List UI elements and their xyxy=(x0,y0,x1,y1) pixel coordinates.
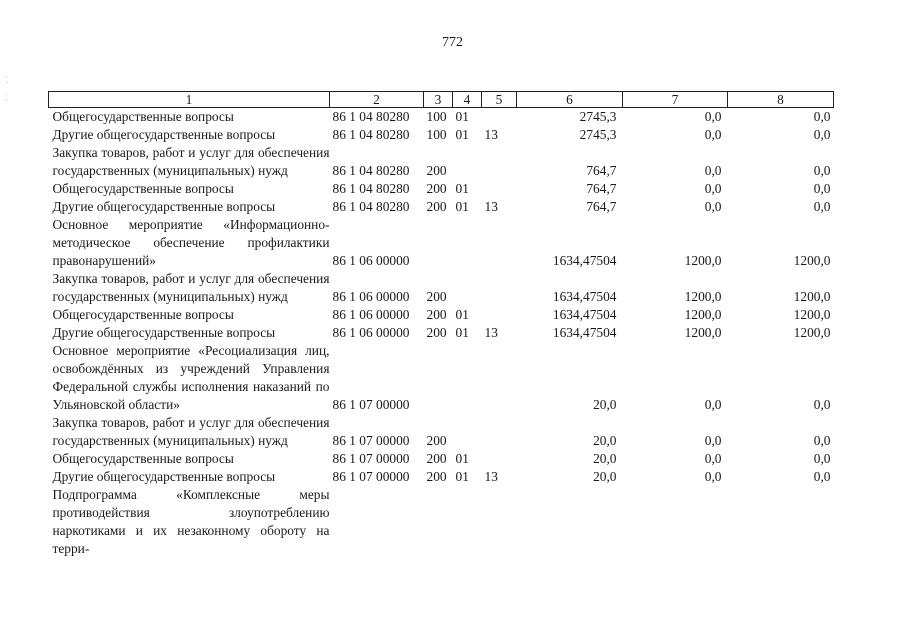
budget-table xyxy=(48,91,834,558)
item-amount-7: 0,0 xyxy=(704,127,722,142)
item-code: 86 1 04 80280 xyxy=(332,163,410,178)
item-amount-6: 20,0 xyxy=(593,433,617,448)
item-amount-6: 20,0 xyxy=(593,469,617,484)
table-row xyxy=(49,144,834,180)
item-subsection xyxy=(482,216,517,270)
item-expense-type: 200 xyxy=(426,289,447,304)
item-section: 01 xyxy=(455,127,469,142)
item-amount-6: 1634,47504 xyxy=(552,307,617,322)
item-amount-8: 0,0 xyxy=(813,433,831,448)
item-name: Общегосударственные вопросы xyxy=(52,451,234,466)
item-name: Общегосударственные вопросы xyxy=(52,181,234,196)
item-amount-6: 764,7 xyxy=(586,181,617,196)
item-amount-7: 0,0 xyxy=(704,181,722,196)
item-amount-7: 1200,0 xyxy=(684,325,722,340)
item-code: 86 1 07 00000 xyxy=(332,397,410,412)
item-expense-type: 100 xyxy=(426,109,447,124)
item-code: 86 1 06 00000 xyxy=(332,253,410,268)
item-amount-8 xyxy=(728,486,834,558)
scan-mark: ⁚ xyxy=(5,75,8,85)
table-row xyxy=(49,450,834,468)
item-expense-type xyxy=(424,342,453,414)
item-code: 86 1 07 00000 xyxy=(332,433,410,448)
item-amount-7: 0,0 xyxy=(704,469,722,484)
header-cell: 3 xyxy=(424,92,453,108)
item-name: Общегосударственные вопросы xyxy=(52,307,234,322)
item-amount-7: 0,0 xyxy=(704,163,722,178)
item-section xyxy=(453,342,482,414)
item-code: 86 1 06 00000 xyxy=(332,307,410,322)
item-subsection xyxy=(482,144,517,180)
item-section xyxy=(453,216,482,270)
table-row xyxy=(49,180,834,198)
item-subsection xyxy=(482,450,517,468)
item-code: 86 1 07 00000 xyxy=(332,469,410,484)
table-row xyxy=(49,324,834,342)
item-name: Закупка товаров, работ и услуг для обеспечения государственных (муниципальных) нужд xyxy=(52,145,330,178)
item-expense-type xyxy=(424,486,453,558)
item-amount-8: 0,0 xyxy=(813,199,831,214)
item-amount-6: 20,0 xyxy=(593,397,617,412)
table-row xyxy=(49,270,834,306)
item-expense-type: 200 xyxy=(426,163,447,178)
item-amount-7: 1200,0 xyxy=(684,307,722,322)
item-section: 01 xyxy=(455,307,469,322)
item-code xyxy=(330,486,424,558)
item-code: 86 1 04 80280 xyxy=(332,199,410,214)
item-name: Другие общегосударственные вопросы xyxy=(52,325,276,340)
item-amount-6: 1634,47504 xyxy=(552,325,617,340)
item-section: 01 xyxy=(455,181,469,196)
item-amount-7: 0,0 xyxy=(704,451,722,466)
item-subsection xyxy=(482,486,517,558)
item-expense-type: 100 xyxy=(426,127,447,142)
item-expense-type xyxy=(424,216,453,270)
header-cell: 6 xyxy=(517,92,623,108)
item-name: Общегосударственные вопросы xyxy=(52,109,234,124)
item-amount-7: 0,0 xyxy=(704,397,722,412)
item-expense-type: 200 xyxy=(426,307,447,322)
item-amount-8: 1200,0 xyxy=(793,307,831,322)
item-amount-6: 1634,47504 xyxy=(552,253,617,268)
item-expense-type: 200 xyxy=(426,469,447,484)
item-subsection: 13 xyxy=(484,325,498,340)
item-name: Закупка товаров, работ и услуг для обеспечения государственных (муниципальных) нужд xyxy=(52,415,330,448)
item-section: 01 xyxy=(455,469,469,484)
item-expense-type: 200 xyxy=(426,451,447,466)
item-expense-type: 200 xyxy=(426,325,447,340)
table-row xyxy=(49,414,834,450)
item-amount-8: 0,0 xyxy=(813,163,831,178)
header-cell: 8 xyxy=(728,92,834,108)
item-section: 01 xyxy=(455,451,469,466)
table-row xyxy=(49,216,834,270)
item-amount-7: 1200,0 xyxy=(684,253,722,268)
scan-mark: ⁚ xyxy=(5,92,8,102)
header-cell: 4 xyxy=(453,92,482,108)
header-row xyxy=(49,92,834,108)
table-row xyxy=(49,468,834,486)
item-amount-8: 0,0 xyxy=(813,451,831,466)
item-name: Подпрограмма «Комплексные меры противодействия злоупотреблению наркотиками и их незаконному обороту на терри- xyxy=(52,487,330,556)
table-row xyxy=(49,126,834,144)
item-amount-8: 0,0 xyxy=(813,127,831,142)
item-section xyxy=(453,144,482,180)
item-expense-type: 200 xyxy=(426,433,447,448)
item-subsection: 13 xyxy=(484,199,498,214)
item-amount-8: 1200,0 xyxy=(793,253,831,268)
item-subsection xyxy=(482,180,517,198)
item-amount-8: 1200,0 xyxy=(793,325,831,340)
item-name: Закупка товаров, работ и услуг для обеспечения государственных (муниципальных) нужд xyxy=(52,271,330,304)
item-amount-6: 764,7 xyxy=(586,199,617,214)
item-name: Другие общегосударственные вопросы xyxy=(52,127,276,142)
item-name: Другие общегосударственные вопросы xyxy=(52,199,276,214)
item-code: 86 1 07 00000 xyxy=(332,451,410,466)
item-amount-8: 0,0 xyxy=(813,397,831,412)
item-section xyxy=(453,486,482,558)
item-amount-8: 0,0 xyxy=(813,181,831,196)
table-row xyxy=(49,486,834,558)
item-amount-6: 2745,3 xyxy=(579,127,617,142)
page-number: 772 xyxy=(442,35,463,50)
item-amount-7: 1200,0 xyxy=(684,289,722,304)
table-row xyxy=(49,342,834,414)
item-amount-7 xyxy=(623,486,728,558)
item-amount-6: 2745,3 xyxy=(579,109,617,124)
item-amount-6: 1634,47504 xyxy=(552,289,617,304)
item-section xyxy=(453,270,482,306)
item-section: 01 xyxy=(455,325,469,340)
item-code: 86 1 06 00000 xyxy=(332,289,410,304)
item-expense-type: 200 xyxy=(426,181,447,196)
item-code: 86 1 06 00000 xyxy=(332,325,410,340)
item-amount-8: 1200,0 xyxy=(793,289,831,304)
item-code: 86 1 04 80280 xyxy=(332,109,410,124)
header-cell: 7 xyxy=(623,92,728,108)
item-code: 86 1 04 80280 xyxy=(332,127,410,142)
header-cell: 2 xyxy=(330,92,424,108)
item-amount-8: 0,0 xyxy=(813,469,831,484)
item-subsection xyxy=(482,342,517,414)
item-subsection xyxy=(482,270,517,306)
table-row xyxy=(49,306,834,324)
header-cell: 1 xyxy=(49,92,330,108)
item-expense-type: 200 xyxy=(426,199,447,214)
item-amount-6 xyxy=(517,486,623,558)
item-section: 01 xyxy=(455,199,469,214)
item-code: 86 1 04 80280 xyxy=(332,181,410,196)
item-section: 01 xyxy=(455,109,469,124)
item-amount-7: 0,0 xyxy=(704,109,722,124)
item-name: Основное мероприятие «Ресоциализация лиц, освобождённых из учреждений Управления Федеральной службы исполнения наказаний по Ульяновской области» xyxy=(52,343,330,412)
item-subsection xyxy=(482,306,517,324)
table-row xyxy=(49,198,834,216)
item-subsection: 13 xyxy=(484,127,498,142)
item-amount-7: 0,0 xyxy=(704,199,722,214)
item-amount-6: 764,7 xyxy=(586,163,617,178)
item-amount-7: 0,0 xyxy=(704,433,722,448)
table-row xyxy=(49,108,834,127)
item-subsection xyxy=(482,414,517,450)
item-subsection: 13 xyxy=(484,469,498,484)
item-section xyxy=(453,414,482,450)
item-amount-6: 20,0 xyxy=(593,451,617,466)
item-name: Основное мероприятие «Информационно-методическое обеспечение профилактики правонарушений» xyxy=(52,217,330,268)
item-name: Другие общегосударственные вопросы xyxy=(52,469,276,484)
header-cell: 5 xyxy=(482,92,517,108)
item-subsection xyxy=(482,108,517,127)
item-amount-8: 0,0 xyxy=(813,109,831,124)
